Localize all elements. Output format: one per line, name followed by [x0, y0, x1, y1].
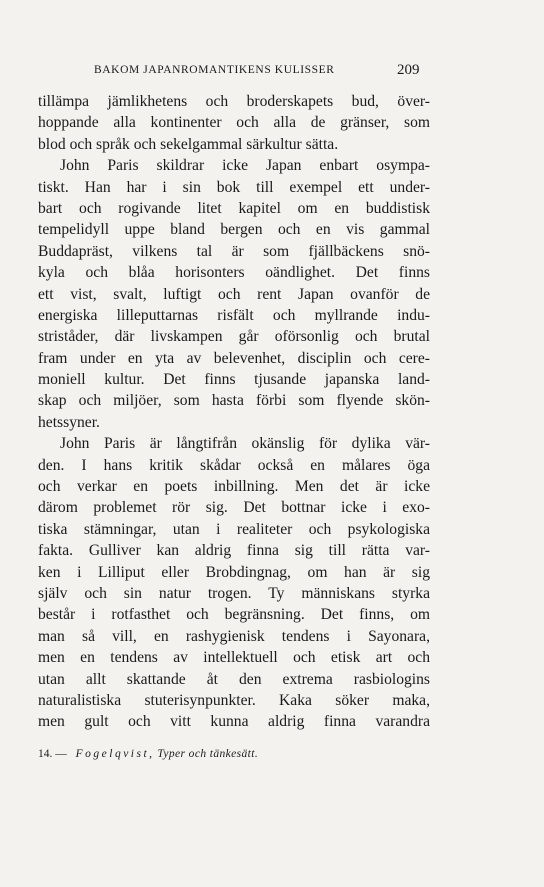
- text-line: blod och språk och sekelgammal särkultur sätta.: [38, 135, 339, 153]
- footer-author: Fogelqvist,: [75, 748, 155, 760]
- text-line: moniell kultur. Det finns tjusande japanska land-: [38, 371, 430, 389]
- text-line: men en tendens av intellektuell och etisk art och: [38, 649, 430, 667]
- text-line: tillämpa jämlikhetens och broderskapets bud, över-: [38, 93, 430, 110]
- text-line: tiska stämningar, utan i realiteter och psykologiska: [38, 520, 430, 538]
- text-line: bart och rogivande litet kapitel om en buddistisk: [38, 199, 430, 217]
- text-line: består i rotfasthet och begränsning. Det finns, om: [38, 606, 430, 624]
- text-line: man så vill, en rashygienisk tendens i Sayonara,: [38, 627, 430, 645]
- footer-title: Typer och tänkesätt.: [157, 748, 259, 760]
- text-line: den. I hans kritik skådar också en målares öga: [38, 456, 430, 474]
- text-line: fakta. Gulliver kan aldrig finna sig till rätta var-: [38, 542, 430, 560]
- text-line: naturalistiska stuterisynpunkter. Kaka söker maka,: [38, 691, 430, 709]
- page-number: 209: [397, 62, 420, 78]
- signature-footer: [38, 748, 258, 760]
- text-line: själv och sin natur trogen. Ty människans styrka: [38, 584, 430, 602]
- text-line: men gult och vitt kunna aldrig finna varandra: [38, 713, 430, 731]
- text-line: och verkar en poets inbillning. Men det är icke: [38, 478, 430, 496]
- text-line: fram under en yta av belevenhet, disciplin och cere-: [38, 349, 430, 367]
- text-line: energiska lilleputtarnas risfält och myllrande indu-: [38, 306, 430, 324]
- text-line: Buddapräst, vilkens tal är som fjällbäckens snö-: [38, 242, 430, 260]
- text-line: John Paris är långtifrån okänslig för dylika vär-: [60, 435, 430, 453]
- text-line: hoppande alla kontinenter och alla de gränser, som: [38, 114, 430, 132]
- text-line: ett vist, svalt, luftigt och rent Japan ovanför de: [38, 285, 430, 303]
- text-line: John Paris skildrar icke Japan enbart osympa-: [60, 157, 430, 175]
- text-line: striståder, där livskampen går oförsonlig och brutal: [38, 328, 430, 346]
- text-line: hetssyner.: [38, 413, 100, 431]
- text-line: därom problemet rör sig. Det bottnar icke i exo-: [38, 499, 430, 517]
- text-line: utan allt skattande åt den extrema rasbiologins: [38, 670, 430, 688]
- text-line: ken i Lilliput eller Brobdingnag, om han är sig: [38, 563, 430, 581]
- text-line: skap och miljöer, som hasta förbi som flyende skön-: [38, 392, 430, 410]
- text-line: tiskt. Han har i sin bok till exempel ett under-: [38, 178, 430, 196]
- running-title: BAKOM JAPANROMANTIKENS KULISSER: [94, 64, 335, 76]
- text-line: kyla och blåa horisonters oändlighet. Det finns: [38, 264, 430, 282]
- signature-number: 14. —: [38, 748, 67, 760]
- body-text: [38, 91, 430, 733]
- text-line: tempelidyll uppe bland bergen och en vis gammal: [38, 221, 430, 239]
